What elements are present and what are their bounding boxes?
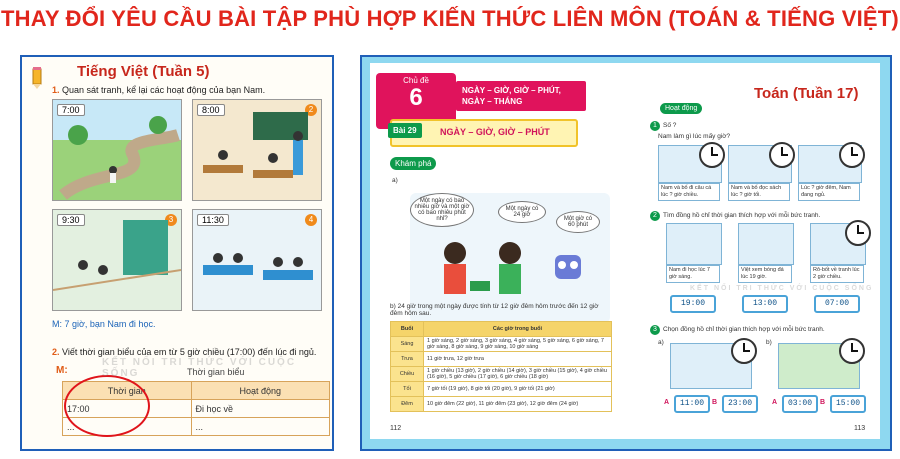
panel-4-number: 4 xyxy=(305,214,317,226)
explore-badge: Khám phá xyxy=(390,157,436,170)
table-cell: ... xyxy=(63,418,192,436)
table-header-row xyxy=(391,322,612,337)
lesson-tag: Bài 29 xyxy=(388,123,422,138)
exercise-3-part-a: a) xyxy=(658,339,664,346)
panel-3-number: 3 xyxy=(165,214,177,226)
table-cell: Đi học về xyxy=(191,400,329,418)
question-2-number: 2. xyxy=(52,347,60,357)
part-a-label: a) xyxy=(392,177,398,184)
activity-badge: Hoạt động xyxy=(660,103,702,114)
caption: Nam đi học lúc 7 giờ sáng. xyxy=(666,265,720,283)
children-illustration xyxy=(410,233,610,299)
caption: Rô-bốt về tranh lúc 2 giờ chiều. xyxy=(810,265,864,283)
page-number-right: 113 xyxy=(854,425,866,432)
tieng-viet-panel xyxy=(20,55,334,451)
speech-bubble-1: Một ngày có bao nhiêu giờ và một giờ có bao nhiêu phút nhỉ? xyxy=(410,193,474,227)
day-parts-table xyxy=(390,321,612,412)
digital-clock: 07:00 xyxy=(814,295,860,313)
hallway-illustration xyxy=(53,210,181,310)
robot-drawing-picture xyxy=(810,223,866,265)
exercise-1 xyxy=(650,121,676,131)
choice-letter: A xyxy=(772,399,778,406)
topic-number: 6 xyxy=(409,84,423,111)
table-row xyxy=(391,367,612,382)
column-header-part: Buổi xyxy=(391,322,424,337)
textbook-spread xyxy=(370,63,880,439)
exercise-3-text: Chọn đồng hồ chỉ thời gian thích hợp với mỗi bức tranh. xyxy=(663,326,825,333)
panel-3-time: 9:30 xyxy=(57,214,85,226)
fishing-picture xyxy=(658,145,722,183)
digital-clock-choice[interactable]: 03:00 xyxy=(782,395,818,413)
table-cell: Chiều xyxy=(391,367,424,382)
digital-clock: 13:00 xyxy=(742,295,788,313)
question-2-text: Viết thời gian biểu của em từ 5 giờ chiều (17:00) đến lúc đi ngủ. xyxy=(62,347,317,357)
panel-4-time: 11:30 xyxy=(197,214,229,226)
digital-clock-choice[interactable]: 23:00 xyxy=(722,395,758,413)
tieng-viet-title: Tiếng Việt (Tuần 5) xyxy=(77,63,210,80)
illustration-panel-4 xyxy=(192,209,322,311)
exercise-3-number: 3 xyxy=(650,325,660,335)
reading-picture xyxy=(728,145,792,183)
bedroom-picture xyxy=(670,343,752,389)
illustration-panel-3 xyxy=(52,209,182,311)
toan-panel xyxy=(360,55,892,451)
exercise-3 xyxy=(650,325,825,335)
clock-icon xyxy=(839,338,865,364)
classroom-illustration xyxy=(193,100,321,200)
soccer-picture xyxy=(778,343,860,389)
clock-icon xyxy=(845,220,871,246)
table-cell: Trưa xyxy=(391,352,424,367)
table-cell: Sáng xyxy=(391,337,424,352)
timetable-caption: Thời gian biểu xyxy=(187,367,245,377)
question-1-number: 1. xyxy=(52,85,60,95)
pencil-icon xyxy=(30,67,44,89)
panel-2-time: 8:00 xyxy=(197,104,225,116)
m-label: M: xyxy=(56,365,68,376)
example-answer: M: 7 giờ, bạn Nam đi học. xyxy=(52,319,156,329)
table-cell: 10 giờ đêm (22 giờ), 11 giờ đêm (23 giờ), 12 giờ đêm (24 giờ) xyxy=(424,397,612,412)
caption: Việt xem bóng đá lúc 19 giờ. xyxy=(738,265,792,283)
table-cell: ... xyxy=(191,418,329,436)
column-header-activity: Hoạt động xyxy=(191,382,329,400)
exercise-2-text: Tìm đồng hồ chỉ thời gian thích hợp với mỗi bức tranh. xyxy=(663,212,821,219)
watermark-text: KẾT NỐI TRI THỨC VỚI CUỘC SỐNG xyxy=(102,357,297,379)
speech-bubble-3: Một giờ có 60 phút xyxy=(556,211,600,233)
digital-clock-choice[interactable]: 15:00 xyxy=(830,395,866,413)
panel-1-time: 7:00 xyxy=(57,104,85,116)
lunch-room-illustration xyxy=(193,210,321,310)
caption: Nam và bố đọc sách lúc ? giờ tối. xyxy=(728,183,790,201)
exercise-1-subtitle: Nam làm gì lúc mấy giờ? xyxy=(658,133,731,140)
question-2 xyxy=(52,347,316,357)
table-cell: 11 giờ trưa, 12 giờ trưa xyxy=(424,352,612,367)
school-path-illustration xyxy=(53,100,181,200)
table-cell: 17:00 xyxy=(63,400,192,418)
table-cell: 1 giờ sáng, 2 giờ sáng, 3 giờ sáng, 4 giờ sáng, 5 giờ sáng, 6 giờ sáng, 7 giờ sáng, 8 giờ sáng, 9 giờ sáng, 10 giờ sáng xyxy=(424,337,612,352)
exercise-1-title: Số ? xyxy=(663,122,677,129)
illustration-panel-1 xyxy=(52,99,182,201)
table-cell: Tối xyxy=(391,382,424,397)
table-cell: 7 giờ tối (19 giờ), 8 giờ tối (20 giờ), 9 giờ tối (21 giờ) xyxy=(424,382,612,397)
table-row xyxy=(391,382,612,397)
exercise-3-part-b: b) xyxy=(766,339,772,346)
column-header-hours: Các giờ trong buổi xyxy=(424,322,612,337)
school-picture xyxy=(666,223,722,265)
choice-letter: B xyxy=(712,399,718,406)
headline: THAY ĐỔI YÊU CẦU BÀI TẬP PHÙ HỢP KIẾN THỨC LIÊN MÔN (TOÁN & TIẾNG VIỆT) xyxy=(1,6,899,31)
caption: Lúc ? giờ đêm, Nam đang ngủ. xyxy=(798,183,860,201)
lesson-banner xyxy=(390,119,578,147)
page-number-left: 112 xyxy=(390,425,402,432)
speech-bubble-2: Một ngày có 24 giờ xyxy=(498,201,546,223)
table-cell: 1 giờ chiều (13 giờ), 2 giờ chiều (14 giờ), 3 giờ chiều (15 giờ), 4 giờ chiều (16 giờ), 5 giờ chiều (17 giờ), 6 giờ chiều (18 giờ) xyxy=(424,367,612,382)
table-cell: Đêm xyxy=(391,397,424,412)
digital-clock-choice[interactable]: 11:00 xyxy=(674,395,710,413)
lesson-title: NGÀY – GIỜ, GIỜ – PHÚT xyxy=(440,127,550,137)
clock-icon xyxy=(731,338,757,364)
column-header-time: Thời gian xyxy=(63,382,192,400)
exercise-2-number: 2 xyxy=(650,211,660,221)
question-1 xyxy=(52,85,265,95)
sleeping-picture xyxy=(798,145,862,183)
digital-clock: 19:00 xyxy=(670,295,716,313)
illustration-panel-2 xyxy=(192,99,322,201)
table-row xyxy=(391,337,612,352)
caption: Nam và bố đi câu cá lúc ? giờ chiều. xyxy=(658,183,720,201)
exercise-2 xyxy=(650,211,820,221)
clock-icon xyxy=(699,142,725,168)
part-b-text: b) 24 giờ trong một ngày được tính từ 12 giờ đêm hôm trước đến 12 giờ đêm hôm sau. xyxy=(390,303,599,317)
watermark-text: KẾT NỐI TRI THỨC VỚI CUỘC SỐNG xyxy=(690,285,874,292)
panel-2-number: 2 xyxy=(305,104,317,116)
table-row xyxy=(391,352,612,367)
clock-icon xyxy=(769,142,795,168)
topic-label: Chủ đề xyxy=(403,76,429,85)
clock-icon xyxy=(839,142,865,168)
toan-title: Toán (Tuần 17) xyxy=(754,85,859,102)
chapter-title: NGÀY – GIỜ, GIỜ – PHÚT, NGÀY – THÁNG xyxy=(456,81,586,111)
exercise-1-number: 1 xyxy=(650,121,660,131)
choice-letter: B xyxy=(820,399,826,406)
table-row xyxy=(391,397,612,412)
football-tv-picture xyxy=(738,223,794,265)
choice-letter: A xyxy=(664,399,670,406)
question-1-text: Quan sát tranh, kể lại các hoạt động của bạn Nam. xyxy=(62,85,266,95)
highlight-circle xyxy=(64,375,150,437)
